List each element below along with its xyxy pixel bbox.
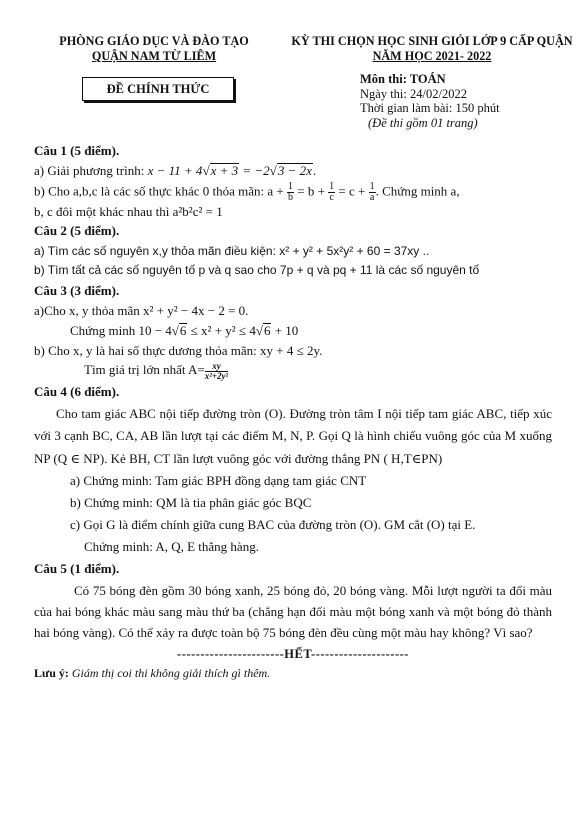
q3b-find-text: Tìm giá trị lớn nhất A=: [84, 362, 205, 377]
question-3a-prove: [34, 322, 552, 339]
note-text: Giám thị coi thi không giải thích gì thêm.: [68, 666, 271, 681]
question-4c-line2: Chứng minh: A, Q, E thẳng hàng.: [84, 539, 259, 555]
question-4a: a) Chứng minh: Tam giác BPH đồng dạng tam giác CNT: [70, 473, 367, 489]
question-2a: a) Tìm các số nguyên x,y thỏa mãn điều kiện: x² + y² + 5x²y² + 60 = 37xy ..: [34, 244, 430, 258]
department-block: [44, 34, 264, 64]
question-3b: b) Cho x, y là hai số thực dương thỏa mãn: xy + 4 ≤ 2y.: [34, 343, 323, 358]
fraction-1-over-b: [287, 182, 294, 203]
frac-num: 1: [288, 181, 293, 192]
question-4-text: Cho tam giác ABC nội tiếp đường tròn (O). Đường tròn tâm I nội tiếp tam giác ABC, tiếp xúc với 3 cạnh BC, CA, AB lần lượt tại các điểm M, N, P. Gọi Q là hình chiếu vuông góc của M xuống NP (Q ∈ NP). Kẻ BH, CT lần lượt vuông góc với đường thẳng PN ( H,T∈PN): [34, 405, 552, 466]
subject-line: Môn thi: TOÁN: [360, 72, 446, 86]
frac-den: b: [288, 192, 293, 203]
sqrt-icon: √: [202, 163, 210, 178]
fraction-1-over-a: [369, 182, 376, 203]
school-year: NĂM HỌC 2021- 2022: [372, 49, 492, 63]
question-3a: a)Cho x, y thỏa mãn x² + y² − 4x − 2 = 0.: [34, 303, 249, 318]
exam-meta: [360, 72, 500, 130]
sqrt-icon: √: [255, 323, 263, 338]
question-5-title: Câu 5 (1 điểm).: [34, 561, 120, 577]
question-4c: c) Gọi G là điểm chính giữa cung BAC của đường tròn (O). GM cắt (O) tại E.: [70, 517, 476, 533]
frac-num: 1: [329, 181, 335, 192]
question-2b: b) Tìm tất cả các số nguyên tố p và q sao cho 7p + q và pq + 11 là các số nguyên tố: [34, 263, 480, 277]
question-4-title: Câu 4 (6 điểm).: [34, 383, 120, 399]
q1b-text: b) Cho a,b,c là các số thực khác 0 thỏa mãn: a +: [34, 183, 287, 199]
question-3b-find: [34, 361, 552, 381]
exam-header: [34, 34, 573, 140]
q3a-prove-mid: ≤ x² + y² ≤ 4: [187, 323, 256, 338]
q3a-radicand-2: 6: [263, 323, 271, 338]
frac-den: x²+2y²: [204, 370, 229, 381]
question-2-title: Câu 2 (5 điểm).: [34, 223, 120, 238]
q1b-mid2: = c +: [335, 183, 369, 199]
question-1b: [34, 182, 552, 203]
question-1a: [34, 162, 552, 179]
footer-note: [34, 665, 552, 682]
q1b-end: . Chứng minh a,: [375, 183, 460, 199]
q1a-end: .: [312, 163, 317, 178]
q3a-prove-pre: Chứng minh 10 − 4: [70, 323, 172, 338]
official-exam-badge: ĐỀ CHÍNH THỨC: [82, 77, 234, 101]
exam-title: KỲ THI CHỌN HỌC SINH GIỎI LỚP 9 CẤP QUẬN: [291, 34, 573, 48]
frac-num: xy: [205, 362, 229, 372]
note-label: Lưu ý:: [34, 666, 69, 681]
duration-line: Thời gian làm bài: 150 phút: [360, 101, 500, 115]
district-name: QUẬN NAM TỪ LIÊM: [91, 49, 217, 63]
department-name: PHÒNG GIÁO DỤC VÀ ĐÀO TẠO: [59, 34, 249, 48]
q1b-mid1: = b +: [294, 183, 329, 199]
question-3-title: Câu 3 (3 điểm).: [34, 283, 120, 298]
fraction-A: [205, 362, 229, 381]
exam-date-line: Ngày thi: 24/02/2022: [360, 86, 467, 101]
q1a-eq-part2: = −2: [239, 163, 270, 178]
exam-title-block: [282, 34, 582, 64]
end-mark: -----------------------HẾT---------------------: [177, 647, 409, 662]
sqrt-icon: √: [269, 163, 277, 178]
sqrt-icon: √: [171, 323, 179, 338]
question-1b-line2: b, c đôi một khác nhau thì a²b²c² = 1: [34, 204, 223, 219]
q3a-radicand-1: 6: [179, 323, 187, 338]
q1a-radicand-1: x + 3: [210, 163, 239, 178]
q1a-text: a) Giải phương trình:: [34, 163, 148, 178]
pages-note: (Đề thi gồm 01 trang): [368, 115, 478, 130]
q1a-eq-part1: x − 11 + 4: [147, 163, 203, 178]
q1a-radicand-2: 3 − 2x: [277, 163, 312, 178]
frac-den: a: [369, 192, 375, 203]
frac-num: 1: [369, 181, 375, 192]
question-4b: b) Chứng minh: QM là tia phân giác góc BQC: [70, 495, 312, 511]
question-5-text: Có 75 bóng đèn gồm 30 bóng xanh, 25 bóng đỏ, 20 bóng vàng. Mỗi lượt người ta đổi màu của hai bóng khác màu sang màu thứ ba (chẳng hạn đổi màu một bóng xanh và một bóng đỏ thành hai bóng vàng). Có thể xảy ra được toàn bộ 75 bóng đèn đều cùng một màu hay không? Vì sao?: [34, 583, 552, 641]
question-1-title: Câu 1 (5 điểm).: [34, 143, 120, 158]
q3a-prove-end: + 10: [271, 323, 299, 338]
frac-den: c: [329, 192, 334, 203]
